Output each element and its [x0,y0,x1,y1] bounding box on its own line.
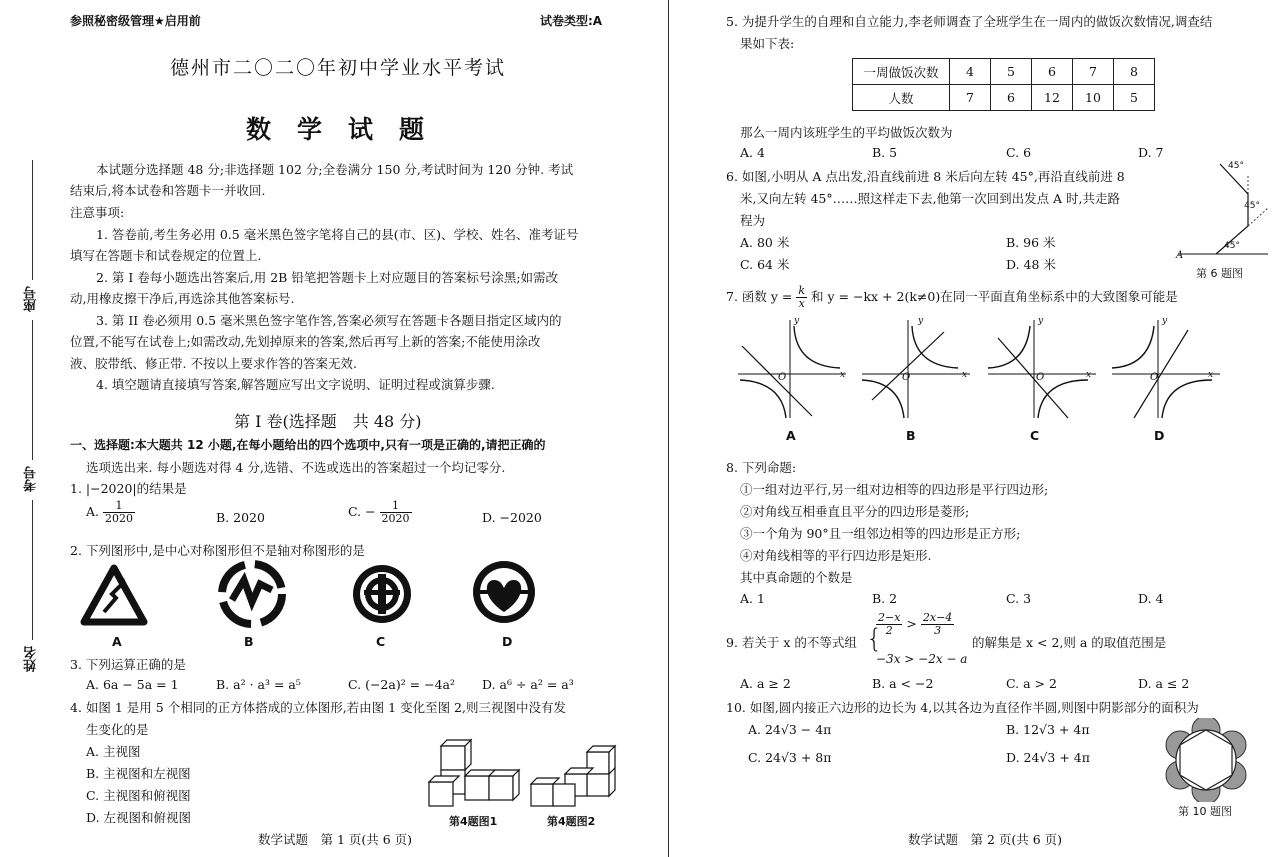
q7-origin: O [778,372,787,383]
q4-caption-2: 第4题图2 [547,815,596,828]
q7-axis-y: y [918,316,924,326]
q2-figures [80,560,550,630]
q6-stem-b: 米,又向左转 45°……照这样走下去,他第一次回到出发点 A 时,共走路 [740,191,1121,206]
q7-graphs [734,318,1220,422]
q7-stem: 7. 函数 y = $\frac{k}{x}$ 和 y = −kx + 2(k≠0)在同一平面直角坐标系中的大致图象可能是 [726,284,1178,310]
q7-label-c: C [1030,428,1040,443]
q8-stem: 8. 下列命题: [726,460,797,475]
q5-option-a: A. 4 [740,145,765,160]
q9-line-1: $\frac{2-x}{2}$ > $\frac{2x-4}{3}$ [878,611,953,637]
q8-option-a: A. 1 [740,591,765,606]
q9-option-d: D. a ≤ 2 [1138,676,1190,691]
q9-option-c: C. a > 2 [1006,676,1057,691]
right-footer: 数学试题 第 2 页(共 6 页) [908,832,1063,847]
q1-option-b: B. 2020 [216,510,265,525]
q10-stem: 10. 如图,圆内接正六边形的边长为 4,以其各边为直径作半圆,则图中阴影部分的面积为 [726,700,1199,715]
q4-cube-figures [425,738,625,810]
note-1a: 1. 答卷前,考生务必用 0.5 毫米黑色签字笔将自己的县(市、区)、学校、姓名、准考证号 [96,227,579,242]
q2-figure-b [222,564,282,624]
page-divider [668,0,669,857]
q6-caption: 第 6 题图 [1196,267,1243,280]
q2-label-b: B [244,634,254,649]
note-1b: 填写在答题卡和试卷规定的位置上. [70,248,262,263]
q7-graph-a [738,320,846,418]
q7-label-d: D [1154,428,1165,443]
note-2a: 2. 第 I 卷每小题选出答案后,用 2B 铅笔把答题卡上对应题目的答案标号涂黑;如需改 [96,270,559,285]
note-3a: 3. 第 II 卷必须用 0.5 毫米黑色签字笔作答,答案必须写在答题卡各题目指定区域内的 [96,313,562,328]
q8-option-c: C. 3 [1006,591,1032,606]
table-cell: 8 [1114,59,1155,85]
q4-stem-b: 生变化的是 [86,722,149,737]
q7-axis-x: x [1086,370,1092,380]
q7-graph-d [1112,320,1220,418]
table-row [853,59,1155,85]
table-cell: 7 [950,85,991,111]
table-cell: 6 [1032,59,1073,85]
q7-label-a: A [786,428,796,443]
q10-option-c: C. 24√3 + 8π [748,750,832,765]
side-label-exam: 考号 [24,466,39,492]
side-rule-3 [32,500,33,640]
q8-statement-1: ①一组对边平行,另一组对边相等的四边形是平行四边形; [740,482,1049,497]
side-label-seat: 座号 [24,286,39,312]
q8-option-d: D. 4 [1138,591,1164,606]
q6-point-a-label: A [1176,250,1184,261]
table-cell: 12 [1032,85,1073,111]
q4-figure-2 [531,746,615,806]
side-rule-1 [32,160,33,280]
q10-option-d: D. 24√3 + 4π [1006,750,1090,765]
q2-figure-d [473,561,535,623]
q1-stem: 1. |−2020|的结果是 [70,481,187,496]
q7-origin: O [1036,372,1045,383]
q5-stem-a: 5. 为提升学生的自理和自立能力,李老师调查了全班学生在一周内的做饭次数情况,调查结 [726,14,1213,29]
q9-option-b: B. a < −2 [872,676,934,691]
q6-stem-a: 6. 如图,小明从 A 点出发,沿直线前进 8 米后向左转 45°,再沿直线前进 8 [726,169,1125,184]
q6-option-c: C. 64 米 [740,257,790,272]
q4-option-d: D. 左视图和俯视图 [86,810,192,825]
q9-stem-post: 的解集是 x < 2,则 a 的取值范围是 [972,635,1167,650]
q7-label-b: B [906,428,916,443]
q10-caption: 第 10 题图 [1178,805,1232,818]
table-row [853,85,1155,111]
q4-caption-1: 第4题图1 [449,815,498,828]
section-1-line-b: 选项选出来. 每小题选对得 4 分,选错、不选或选出的答案超过一个均记零分. [86,460,506,475]
q2-label-a: A [112,634,122,649]
secrecy-header: 参照秘密级管理★启用前 [70,14,201,28]
table-cell: 6 [991,85,1032,111]
q8-statement-4: ④对角线相等的平行四边形是矩形. [740,548,932,563]
intro-line-1: 本试题分选择题 48 分;非选择题 102 分;全卷满分 150 分,考试时间为 120 分钟. 考试 [96,162,574,177]
table-cell: 一周做饭次数 [853,59,950,85]
note-4: 4. 填空题请直接填写答案,解答题应写出文字说明、证明过程或演算步骤. [96,377,495,392]
q10-hexagon-figure [1164,718,1248,802]
q7-axis-x: x [840,370,846,380]
q6-angle-label: 45° [1228,161,1244,171]
q2-stem: 2. 下列图形中,是中心对称图形但不是轴对称图形的是 [70,543,365,558]
q10-option-b: B. 12√3 + 4π [1006,722,1090,737]
q5-option-d: D. 7 [1138,145,1164,160]
q8-stem-end: 其中真命题的个数是 [740,570,853,585]
intro-line-2: 结束后,将本试卷和答题卡一并收回. [70,183,266,198]
q2-label-d: D [502,634,513,649]
q7-origin: O [902,372,911,383]
table-cell: 10 [1073,85,1114,111]
paper-type-header: 试卷类型:A [540,14,603,28]
q6-angle-label: 45° [1224,241,1240,251]
q8-option-b: B. 2 [872,591,898,606]
q7-origin: O [1150,372,1159,383]
subject-title: 数学试题 [246,115,451,144]
table-cell: 4 [950,59,991,85]
q7-graph-c [988,320,1096,418]
q6-option-b: B. 96 米 [1006,235,1056,250]
q6-angle-label: 45° [1244,201,1260,211]
q10-option-a: A. 24√3 − 4π [748,722,832,737]
q1-option-c: C. − $\frac{1}{2020}$ [348,499,410,525]
q7-axis-y: y [1038,316,1044,326]
q1-option-a: A. $\frac{1}{2020}$ [86,499,133,525]
q7-axis-y: y [1162,316,1168,326]
q5-stem-c: 那么一周内该班学生的平均做饭次数为 [740,125,953,140]
q3-stem: 3. 下列运算正确的是 [70,657,186,672]
q9-brace: { [866,624,883,654]
q2-figure-a [82,562,146,626]
note-3c: 液、胶带纸、修正带. 不按以上要求作答的答案无效. [70,356,357,371]
q3-option-b: B. a² · a³ = a⁵ [216,677,301,692]
q9-option-a: A. a ≥ 2 [740,676,791,691]
table-cell: 人数 [853,85,950,111]
note-2b: 动,用橡皮擦干净后,再选涂其他答案标号. [70,291,295,306]
q9-stem-pre: 9. 若关于 x 的不等式组 [726,635,857,650]
q3-option-d: D. a⁶ ÷ a² = a³ [482,677,574,692]
table-cell: 7 [1073,59,1114,85]
q6-option-a: A. 80 米 [740,235,790,250]
note-3b: 位置,不能写在试卷上;如需改动,先划掉原来的答案,然后再写上新的答案;不能使用涂改 [70,334,541,349]
table-cell: 5 [1114,85,1155,111]
q5-option-c: C. 6 [1006,145,1032,160]
q5-option-b: B. 5 [872,145,898,160]
q3-option-c: C. (−2a)² = −4a² [348,677,456,692]
q4-stem-a: 4. 如图 1 是用 5 个相同的正方体搭成的立体图形,若由图 1 变化至图 2,则三视图中没有发 [70,700,566,715]
q4-figure-1 [429,740,519,806]
exam-title: 德州市二〇二〇年初中学业水平考试 [170,57,507,79]
q5-stem-b: 果如下表: [740,36,795,51]
left-footer: 数学试题 第 1 页(共 6 页) [258,832,413,847]
q6-option-d: D. 48 米 [1006,257,1056,272]
side-label-name: 姓名 [24,646,39,672]
q3-option-a: A. 6a − 5a = 1 [86,677,179,692]
q7-axis-y: y [794,316,800,326]
q9-line-2: −3x > −2x − a [876,652,968,666]
table-cell: 5 [991,59,1032,85]
q7-axis-x: x [1208,370,1214,380]
notes-title: 注意事项: [70,205,125,220]
q2-label-c: C [376,634,386,649]
q4-option-c: C. 主视图和俯视图 [86,788,191,803]
q2-figure-c [353,565,411,623]
q6-stem-c: 程为 [740,213,766,228]
q8-statement-2: ②对角线互相垂直且平分的四边形是菱形; [740,504,970,519]
part-1-heading: 第 I 卷(选择题 共 48 分) [234,412,422,431]
q5-table [852,58,1155,111]
q1-option-d: D. −2020 [482,510,542,525]
q7-graph-b [862,320,970,418]
side-rule-2 [32,320,33,460]
q7-axis-x: x [962,370,968,380]
q8-statement-3: ③一个角为 90°且一组邻边相等的四边形是正方形; [740,526,1021,541]
q4-option-a: A. 主视图 [86,744,141,759]
section-1-line-a: 一、选择题:本大题共 12 小题,在每小题给出的四个选项中,只有一项是正确的,请把正确的 [70,438,546,452]
q4-option-b: B. 主视图和左视图 [86,766,191,781]
